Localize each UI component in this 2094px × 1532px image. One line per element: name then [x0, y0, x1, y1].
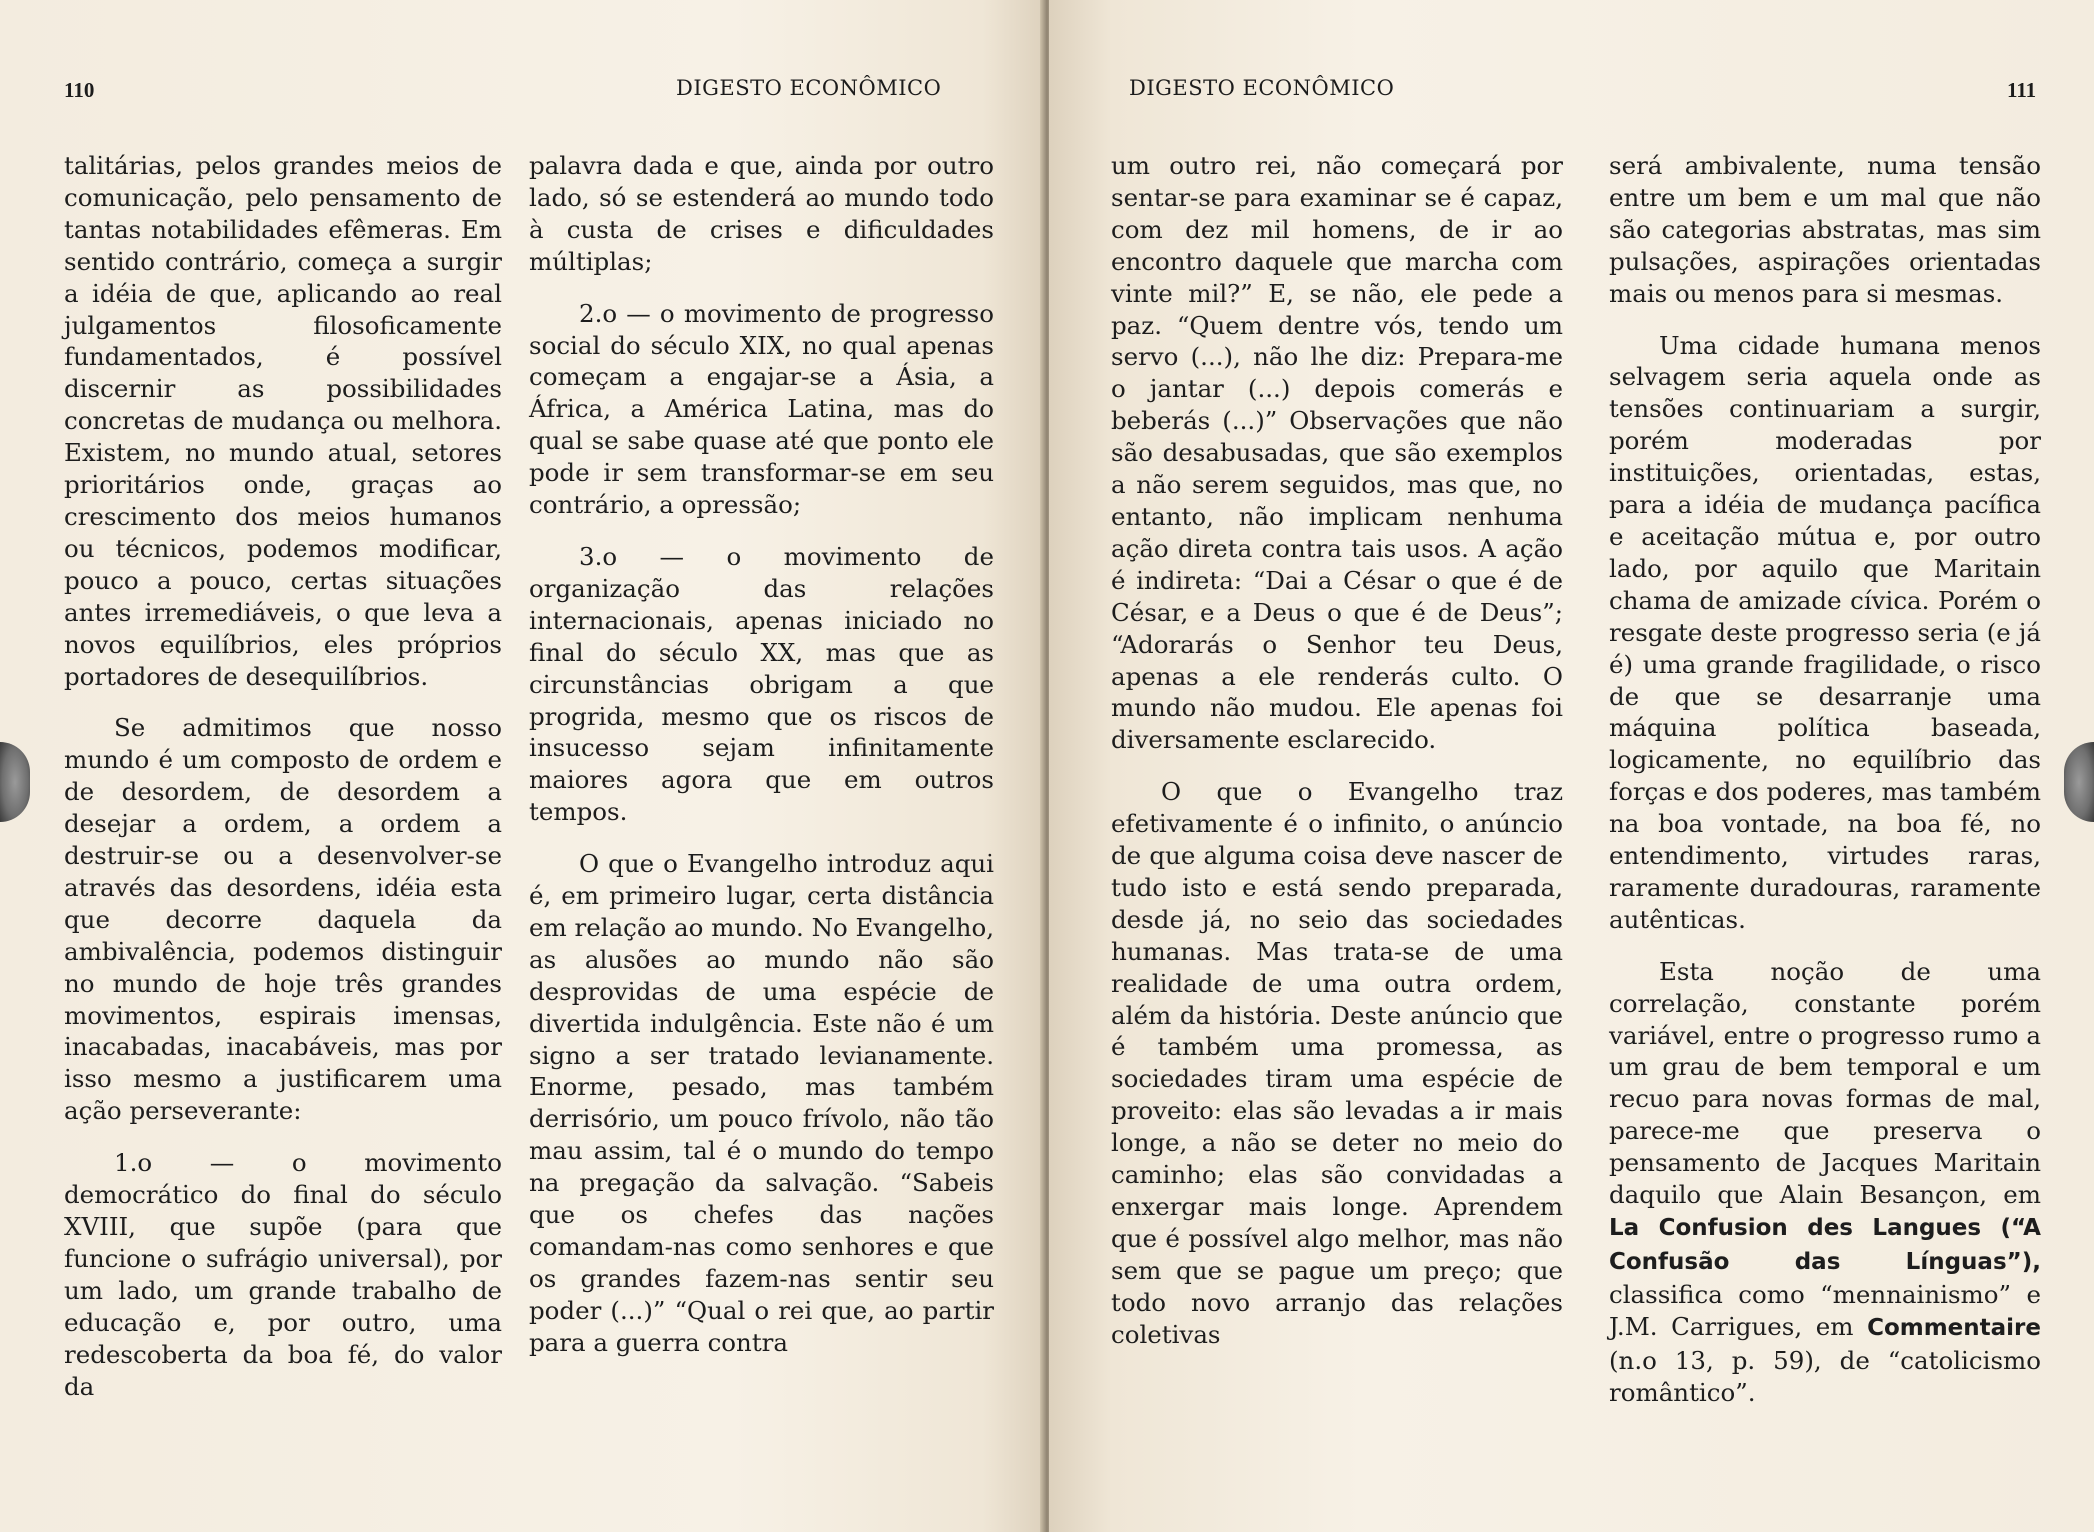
paragraph: Se admitimos que nosso mundo é um composto de ordem e de desordem, de desordem a desejar a ordem, a ordem a destruir-se ou a desenvolver-se através das desordens, idéia esta que decorre daquela da ambivalência, podemos distinguir no mundo de hoje três grandes movimentos, espirais imensas, inacabadas, inacabáveis, mas por isso mesmo a justificarem uma ação perseverante:: [64, 713, 502, 1126]
paragraph: um outro rei, não começará por sentar-se para examinar se é capaz, com dez mil homens, de ir ao encontro daquele que marcha com vinte mil?” E, se não, ele pede a paz. “Quem dentre vós, tendo um servo (...), não lhe diz: Prepara-me o jantar (...) depois comerás e beberás (...)” Observações que não são desabusadas, que são exemplos a não serem seguidos, mas que, no entanto, não implicam nenhuma ação direta contra tais usos. A ação é indireta: “Dai a César o que é de César, e a Deus o que é de Deus”; “Adorarás o Senhor teu Deus, apenas a ele renderás culto. O mundo não mudou. Ele apenas foi diversamente esclarecido.: [1111, 151, 1563, 755]
left-page-column-2: [529, 150, 994, 1379]
paragraph: 3.o — o movimento de organização das relações internacionais, apenas iniciado no final do século XX, mas que as circunstâncias obrigam a que progrida, mesmo que os riscos de insucesso sejam infinitamente maiores agora que em outros tempos.: [529, 541, 994, 827]
paragraph: O que o Evangelho traz efetivamente é o infinito, o anúncio de que alguma coisa deve nascer de tudo isto e está sendo preparada, desde já, no seio das sociedades humanas. Mas trata-se de uma realidade de uma outra ordem, além da história. Deste anúncio que é também uma promessa, as sociedades tiram uma espécie de proveito: elas são levadas a ir mais longe, a não se deter no meio do caminho; elas são convidadas a enxergar mais longe. Aprendem que é possível algo melhor, mas não sem que se pague um preço; que todo novo arranjo das relações coletivas: [1111, 777, 1563, 1349]
text-run: Esta noção de uma correlação, constante porém variável, entre o progresso rumo a um grau de bem temporal e um recuo para novas formas de mal, parece-me que preserva o pensamento de Jacques Maritain daquilo que Alain Besançon, em: [1609, 956, 2041, 1210]
right-page-column-1: [1111, 150, 1563, 1371]
text-run: classifica como “mennainismo” e J.M. Carrigues, em: [1609, 1279, 2041, 1341]
paragraph: Uma cidade humana menos selvagem seria aquela onde as tensões continuariam a surgir, porém moderadas por instituições, orientadas, estas, para a idéia de mudança pacífica e aceitação mútua e, por outro lado, por aquilo que Maritain chama de amizade cívica. Porém o resgate deste progresso seria (e já é) uma grande fragilidade, o risco de que se desarranje uma máquina política baseada, logicamente, no equilíbrio das forças e dos poderes, mas também na boa vontade, na boa fé, no entendimento, virtudes raras, raramente duradouras, raramente autênticas.: [1609, 330, 2041, 934]
paragraph: talitárias, pelos grandes meios de comunicação, pelo pensamento de tantas notabilidades efêmeras. Em sentido contrário, começa a surgir a idéia de que, aplicando ao real julgamentos filosoficamente fundamentados, é possível discernir as possibilidades concretas de mudança ou melhora. Existem, no mundo atual, setores prioritários onde, graças ao crescimento dos meios humanos ou técnicos, podemos modificar, pouco a pouco, certas situações antes irremediáveis, o que leva a novos equilíbrios, eles próprios portadores de desequilíbrios.: [64, 151, 502, 691]
text-run: (n.o 13, p. 59), de “catolicismo romântico”.: [1609, 1345, 2041, 1407]
journal-title: Commentaire: [1867, 1314, 2041, 1341]
right-page-column-2: [1609, 150, 2041, 1428]
binding-hole: [0, 742, 30, 822]
paragraph: 2.o — o movimento de progresso social do século XIX, no qual apenas começam a engajar-se a Ásia, a África, a América Latina, mas do qual se sabe quase até que ponto ele pode ir sem transformar-se em seu contrário, a opressão;: [529, 298, 994, 520]
left-page-column-1: [64, 150, 502, 1422]
page-number: 111: [2007, 78, 2037, 102]
book-title: La Confusion des Langues (“A Confusão das Línguas”),: [1609, 1215, 2041, 1275]
binding-hole: [2064, 742, 2094, 822]
left-page: [0, 0, 1045, 1532]
running-head: DIGESTO ECONÔMICO: [1129, 76, 1395, 100]
paragraph: O que o Evangelho introduz aqui é, em primeiro lugar, certa distância em relação ao mundo. No Evangelho, as alusões ao mundo não são desprovidas de uma espécie de divertida indulgência. Este não é um signo a ser tratado levianamente. Enorme, pesado, mas também derrisório, um pouco frívolo, não tão mau assim, tal é o mundo do tempo na pregação da salvação. “Sabeis que os chefes das nações comandam-nas como senhores e que os grandes fazem-nas sentir seu poder (...)” “Qual o rei que, ao partir para a guerra contra: [529, 849, 994, 1357]
paragraph: [1609, 956, 2041, 1409]
running-head: DIGESTO ECONÔMICO: [676, 76, 942, 100]
paragraph: 1.o — o movimento democrático do final do século XVIII, que supõe (para que funcione o sufrágio universal), por um lado, um grande trabalho de educação e, por outro, uma redescoberta da boa fé, do valor da: [64, 1148, 502, 1401]
paragraph: será ambivalente, numa tensão entre um bem e um mal que não são categorias abstratas, mas sim pulsações, aspirações orientadas mais ou menos para si mesmas.: [1609, 151, 2041, 308]
paragraph: palavra dada e que, ainda por outro lado, só se estenderá ao mundo todo à custa de crises e dificuldades múltiplas;: [529, 151, 994, 276]
right-page: [1049, 0, 2094, 1532]
page-number: 110: [64, 78, 95, 102]
